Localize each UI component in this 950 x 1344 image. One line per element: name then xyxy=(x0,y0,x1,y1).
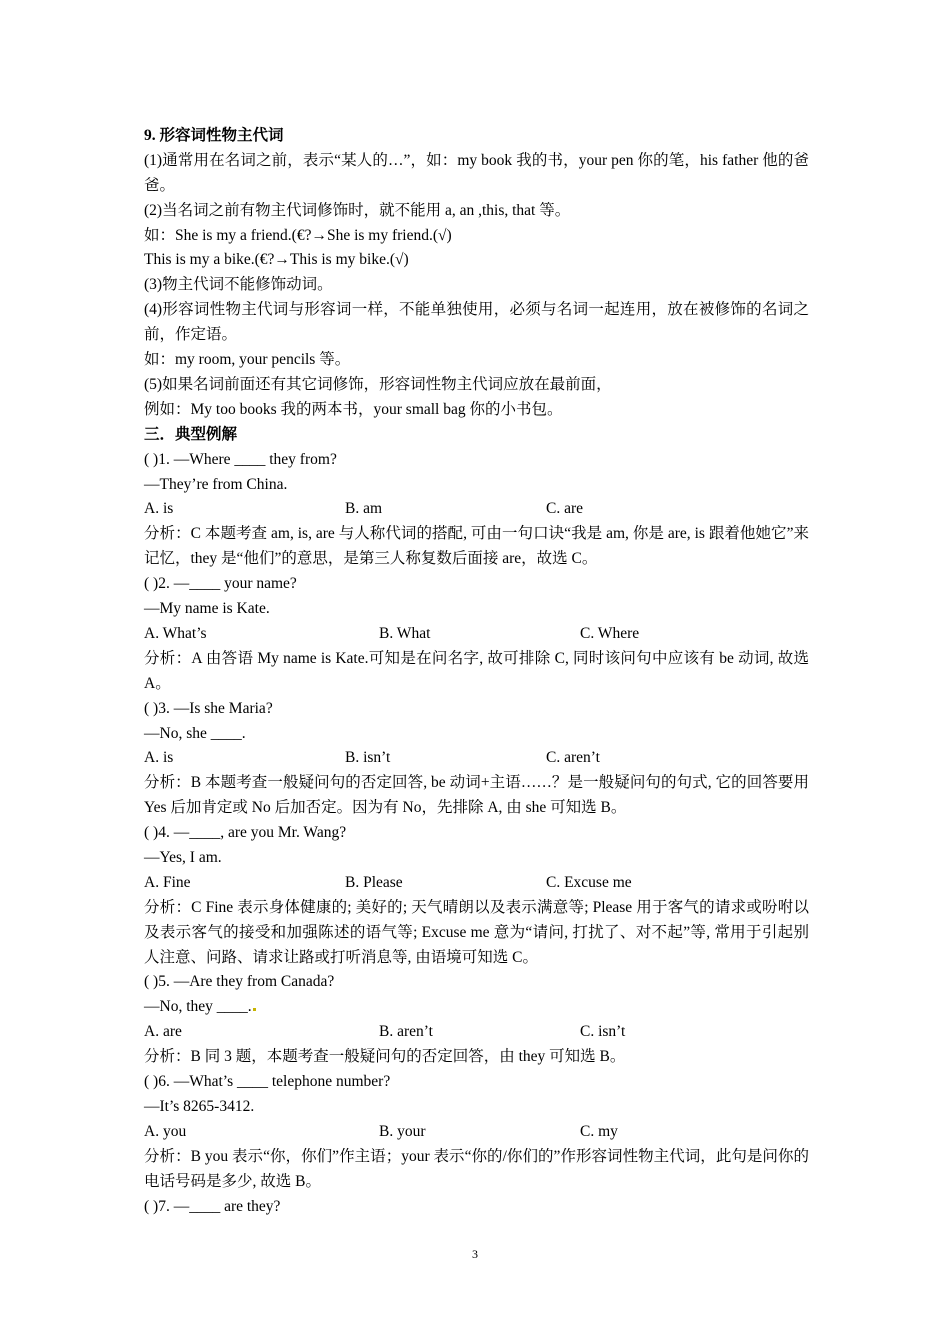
example-line: This is my a bike.(€?→This is my bike.(√) xyxy=(144,251,409,269)
question-3: ( )3. —Is she Maria? xyxy=(144,699,273,717)
paragraph: (2)当名词之前有物主代词修饰时，就不能用 a, an ,this, that 等。 xyxy=(144,201,571,219)
stray-mark xyxy=(253,1008,256,1011)
answer-line: —It’s 8265-3412. xyxy=(144,1097,255,1115)
options-row xyxy=(144,1120,809,1145)
option-c: C. are xyxy=(546,500,584,518)
answer-line: —Yes, I am. xyxy=(144,848,222,866)
question-6: ( )6. —What’s ____ telephone number? xyxy=(144,1073,391,1091)
example-line: 如：my room, your pencils 等。 xyxy=(144,351,351,369)
question-4: ( )4. —____, are you Mr. Wang? xyxy=(144,824,347,842)
answer-text: —No, they ____. xyxy=(144,998,252,1016)
page-number: 3 xyxy=(472,1247,478,1261)
option-a: A. What’s xyxy=(144,624,207,642)
question-7: ( )7. —____ are they? xyxy=(144,1197,281,1215)
paragraph: (5)如果名词前面还有其它词修饰，形容词性物主代词应放在最前面， xyxy=(144,375,612,393)
option-c: C. aren’t xyxy=(546,749,600,767)
option-b: B. isn’t xyxy=(345,749,391,767)
option-b: B. What xyxy=(379,624,431,642)
answer-line xyxy=(144,995,809,1020)
example-line: 如：She is my a friend.(€?→She is my friend.(√) xyxy=(144,226,452,244)
analysis: 分析：B 本题考查一般疑问句的否定回答, be 动词+主语……？是一般疑问句的句式, 它的回答要用 Yes 后加肯定或 No 后加否定。因为有 No，先排除 A, 由 she 可知选 B。 xyxy=(144,774,809,817)
paragraph: (1)通常用在名词之前，表示“某人的…”，如：my book 我的书，your pen 你的笔，his father 他的爸爸。 xyxy=(144,151,809,194)
section-heading: 三．典型例解 xyxy=(144,425,238,443)
analysis: 分析：B 同 3 题，本题考查一般疑问句的否定回答，由 they 可知选 B。 xyxy=(144,1048,626,1066)
option-c: C. Where xyxy=(580,624,640,642)
section-title: 9. 形容词性物主代词 xyxy=(144,127,284,144)
paragraph: (3)物主代词不能修饰动词。 xyxy=(144,276,333,294)
example-line: 例如：My too books 我的两本书，your small bag 你的小书包。 xyxy=(144,400,563,418)
analysis: 分析：A 由答语 My name is Kate.可知是在问名字, 故可排除 C, 同时该问句中应该有 be 动词, 故选 A。 xyxy=(144,649,809,692)
options-row xyxy=(144,746,809,771)
paragraph: (4)形容词性物主代词与形容词一样，不能单独使用，必须与名词一起连用，放在被修饰的名词之前，作定语。 xyxy=(144,301,809,344)
option-a: A. you xyxy=(144,1122,187,1140)
option-c: C. isn’t xyxy=(580,1023,626,1041)
option-b: B. Please xyxy=(345,873,403,891)
analysis: 分析：C Fine 表示身体健康的; 美好的; 天气晴朗以及表示满意等; Please 用于客气的请求或吩咐以及表示客气的接受和加强陈述的语气等; Excuse me 意为“请问, 打扰了、对不起”等, 常用于引起别人注意、问路、请求让路或打听消息等, 由语境可知选 C。 xyxy=(144,898,809,966)
question-2: ( )2. —____ your name? xyxy=(144,575,297,593)
options-row xyxy=(144,622,809,647)
option-a: A. are xyxy=(144,1023,182,1041)
options-row xyxy=(144,871,809,896)
option-a: A. is xyxy=(144,749,174,767)
option-b: B. your xyxy=(379,1122,426,1140)
option-a: A. is xyxy=(144,500,174,518)
answer-line: —My name is Kate. xyxy=(144,600,270,618)
option-b: B. aren’t xyxy=(379,1023,433,1041)
analysis: 分析：B you 表示“你，你们”作主语；your 表示“你的/你们的”作形容词性物主代词，此句是问你的电话号码是多少, 故选 B。 xyxy=(144,1147,809,1190)
question-5: ( )5. —Are they from Canada? xyxy=(144,973,335,991)
answer-line: —No, she ____. xyxy=(144,724,246,742)
question-1: ( )1. —Where ____ they from? xyxy=(144,450,337,468)
option-c: C. Excuse me xyxy=(546,873,632,891)
options-row xyxy=(144,497,809,522)
answer-line: —They’re from China. xyxy=(144,475,288,493)
options-row xyxy=(144,1020,809,1045)
analysis: 分析：C 本题考查 am, is, are 与人称代词的搭配, 可由一句口诀“我是 am, 你是 are, is 跟着他她它”来记忆，they 是“他们”的意思，是第三人称复数后面接 are，故选 C。 xyxy=(144,525,809,568)
document-body xyxy=(144,124,809,1219)
option-c: C. my xyxy=(580,1122,618,1140)
option-a: A. Fine xyxy=(144,873,191,891)
option-b: B. am xyxy=(345,500,383,518)
